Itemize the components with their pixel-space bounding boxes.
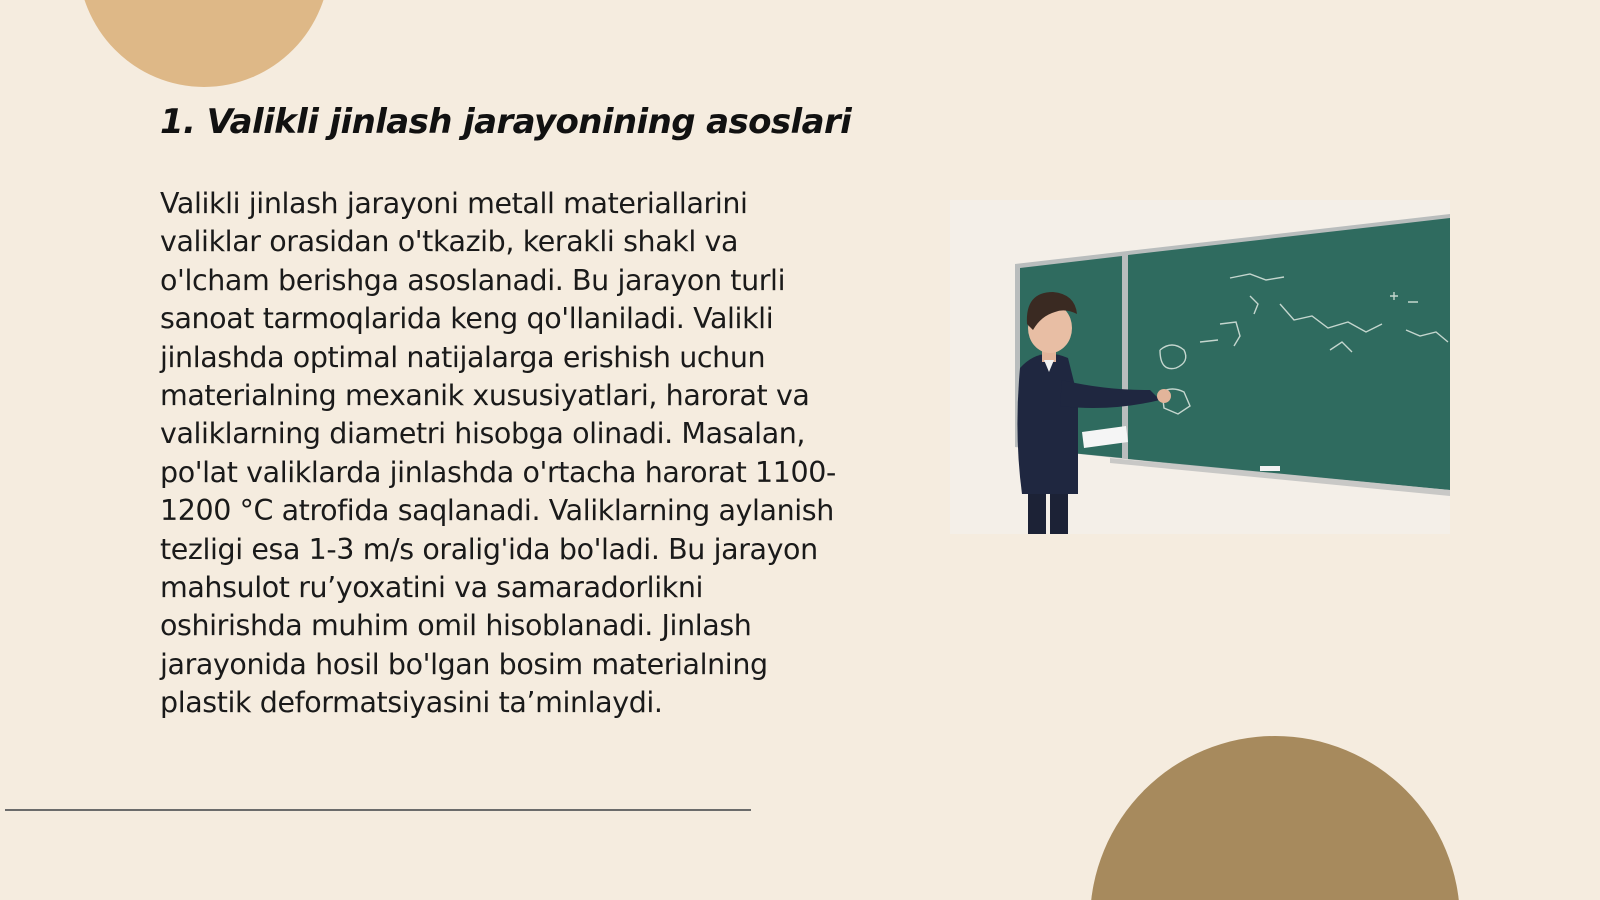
bottom-divider-line xyxy=(5,809,751,811)
classroom-photo xyxy=(950,200,1450,534)
slide-body-text: Valikli jinlash jarayoni metall materiallarini valiklar orasidan o'tkazib, kerakli shakl va o'lcham berishga asoslanadi. Bu jarayon turli sanoat tarmoqlarida keng qo'llaniladi. Valikli jinlashda optimal natijalarga erishish uchun materialning mexanik xususiyatlari, harorat va valiklarning diametri hisobga olinadi. Masalan, po'lat valiklarda jinlashda o'rtacha harorat 1100-1200 °C atrofida saqlanadi. Valiklarning aylanish tezligi esa 1-3 m/s oralig'ida bo'ladi. Bu jarayon mahsulot ru’yoxatini va samaradorlikni oshirishda muhim omil hisoblanadi. Jinlash jarayonida hosil bo'lgan bosim materialning plastik deformatsiyasini ta’minlaydi. xyxy=(160,187,836,720)
decorative-circle-top xyxy=(78,0,330,87)
slide-title: 1. Valikli jinlash jarayonining asoslari xyxy=(160,102,852,142)
decorative-circle-bottom xyxy=(1090,736,1460,900)
